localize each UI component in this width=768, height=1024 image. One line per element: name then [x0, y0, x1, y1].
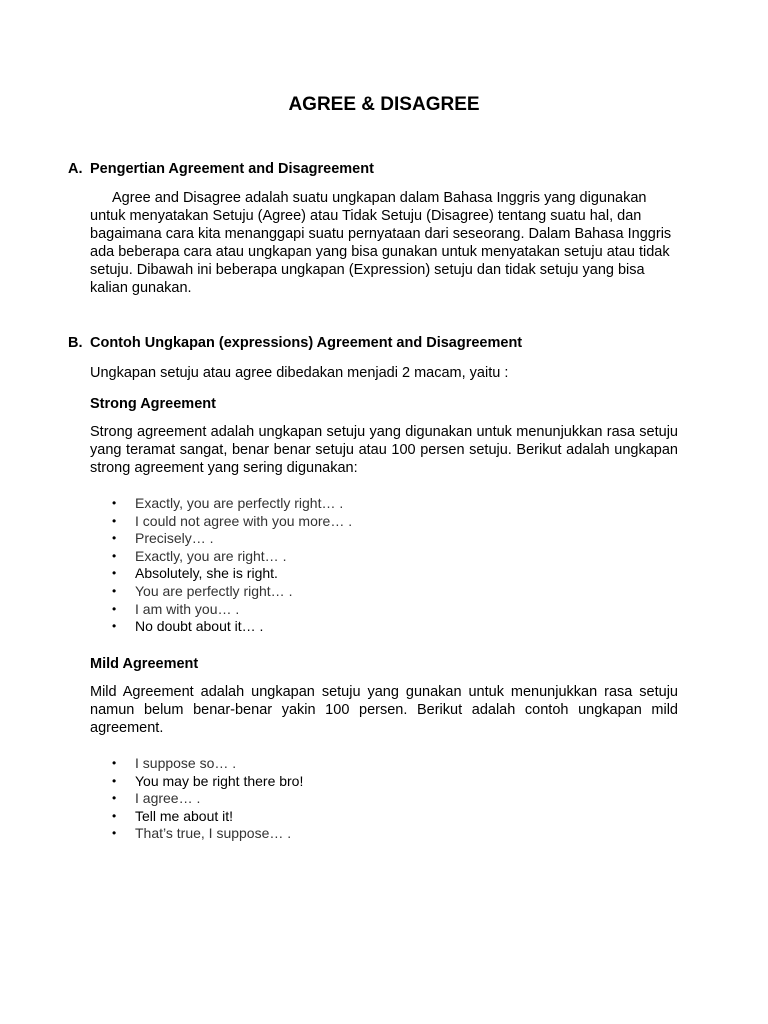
list-item: • Precisely… . — [112, 530, 214, 547]
list-item: • I could not agree with you more… . — [112, 512, 353, 529]
list-item: • Tell me about it! — [112, 807, 234, 824]
bullet-icon: • — [112, 496, 117, 510]
section-a-letter: A. — [68, 161, 83, 177]
strong-agreement-list — [112, 495, 352, 636]
strong-agreement-paragraph: Strong agreement adalah ungkapan setuju yang digunakan untuk menunjukkan rasa setuju yang teramat sangat, benar benar setuju atau 100 persen setuju. Berikut adalah ungkapan strong agreement yang sering digunakan: — [90, 424, 678, 476]
list-item: • No doubt about it… . — [112, 618, 264, 635]
bullet-icon: • — [112, 583, 117, 598]
bullet-icon: • — [112, 513, 117, 528]
list-item: • You may be right there bro! — [112, 772, 304, 789]
section-a-title: Pengertian Agreement and Disagreement — [90, 161, 374, 177]
bullet-icon: • — [112, 808, 117, 823]
bullet-icon: • — [112, 756, 117, 770]
bullet-icon: • — [112, 619, 117, 634]
mild-agreement-heading: Mild Agreement — [90, 656, 199, 672]
list-item: • Absolutely, she is right. — [112, 565, 278, 582]
bullet-icon: • — [112, 548, 117, 563]
list-item: • I suppose so… . — [112, 755, 237, 771]
bullet-icon: • — [112, 826, 117, 841]
section-a-paragraph: Agree and Disagree adalah suatu ungkapan dalam Bahasa Inggris yang digunakan untuk menyatakan Setuju (Agree) atau Tidak Setuju (Disagree) tentang suatu hal, dan bagaimana cara kita menanggapi suatu pernyataan dari seseorang. Dalam Bahasa Inggris ada beberapa cara atau ungkapan yang bisa gunakan untuk menyatakan setuju atau tidak setuju. Dibawah ini beberapa ungkapan (Expression) setuju dan tidak setuju yang bisa kalian gunakan. — [90, 190, 672, 296]
section-b-heading — [68, 335, 522, 351]
section-b-letter: B. — [68, 335, 83, 351]
list-item: • I am with you… . — [112, 600, 240, 617]
list-item: • Exactly, you are right… . — [112, 547, 287, 564]
bullet-icon: • — [112, 566, 117, 581]
list-item: • You are perfectly right… . — [112, 582, 293, 599]
mild-agreement-list — [112, 755, 303, 843]
section-b-intro: Ungkapan setuju atau agree dibedakan menjadi 2 macam, yaitu : — [90, 365, 509, 381]
section-a-heading — [68, 161, 374, 177]
list-item: • I agree… . — [112, 790, 201, 807]
list-item: • That’s true, I suppose… . — [112, 825, 292, 842]
bullet-icon: • — [112, 791, 117, 806]
page-title: AGREE & DISAGREE — [288, 94, 480, 115]
section-b-title: Contoh Ungkapan (expressions) Agreement and Disagreement — [90, 335, 523, 351]
bullet-icon: • — [112, 773, 117, 788]
bullet-icon: • — [112, 601, 117, 616]
strong-agreement-heading: Strong Agreement — [90, 396, 216, 412]
list-item: • Exactly, you are perfectly right… . — [112, 495, 344, 511]
mild-agreement-paragraph: Mild Agreement adalah ungkapan setuju yang gunakan untuk menunjukkan rasa setuju namun belum benar-benar yakin 100 persen. Berikut adalah contoh ungkapan mild agreement. — [90, 684, 678, 736]
bullet-icon: • — [112, 531, 117, 546]
